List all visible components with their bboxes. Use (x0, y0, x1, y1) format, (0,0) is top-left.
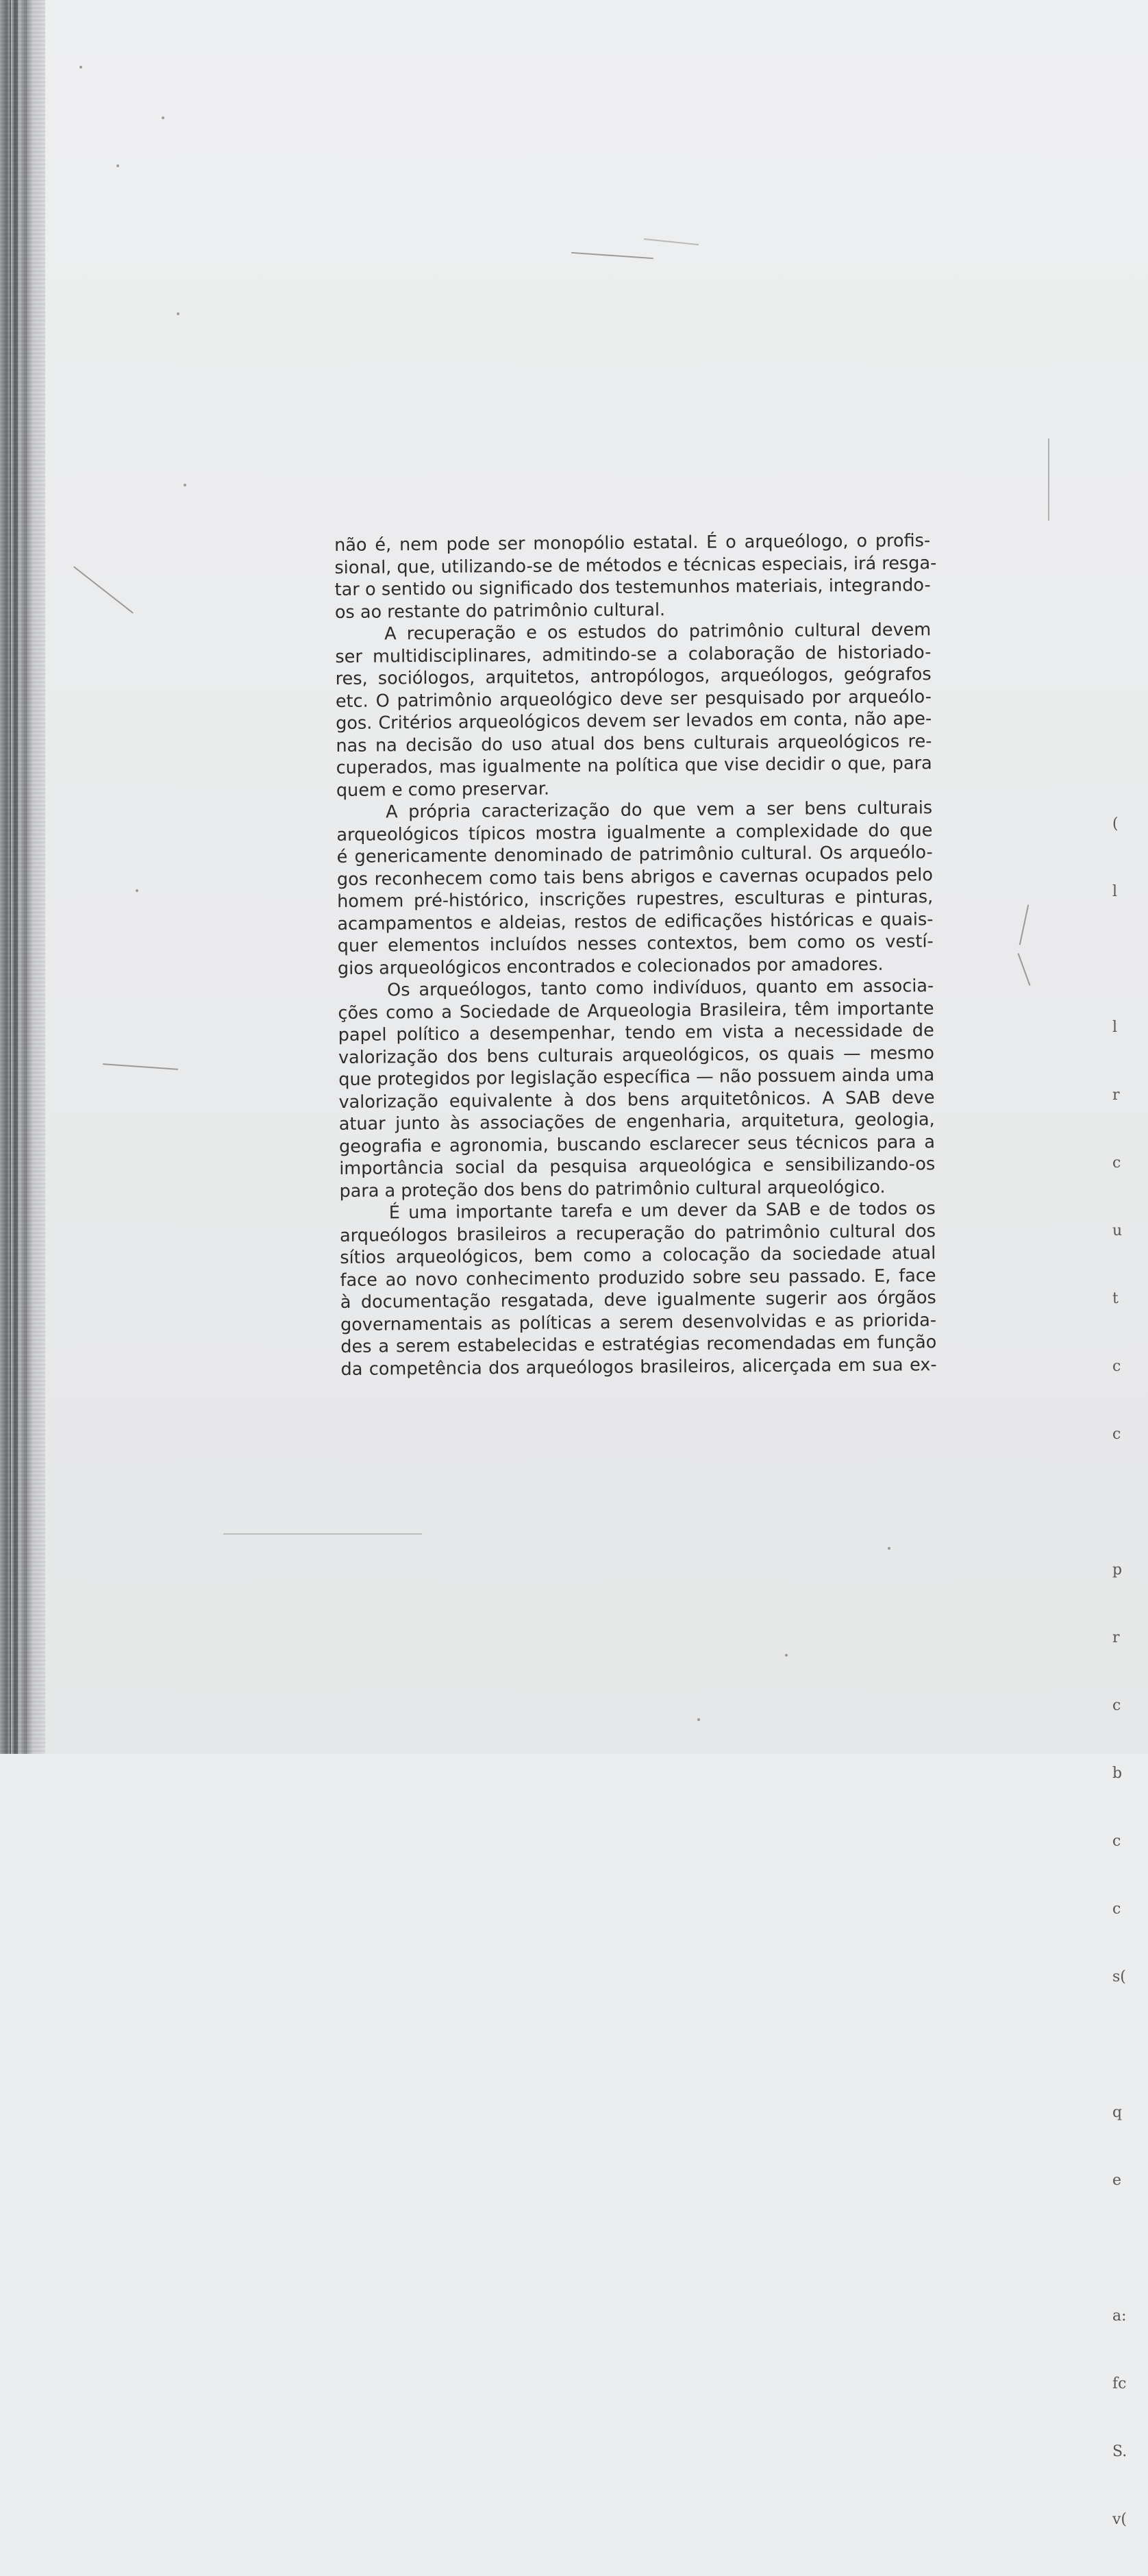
edge-glyph: r (1112, 1629, 1120, 1646)
scan-speck (785, 1654, 788, 1657)
text-line: ser multidisciplinares, admitindo-se a colaboração de historiado- (335, 641, 932, 667)
text-line: gos reconhecem como tais bens abrigos e cavernas ocupados pelo (336, 864, 934, 890)
edge-glyph: u (1112, 1222, 1123, 1239)
edge-glyph: s( (1112, 1968, 1126, 1985)
edge-glyph: l (1112, 1019, 1118, 1036)
text-line: A própria caracterização do que vem a ser bens culturais (386, 797, 933, 823)
paragraph-3 (336, 797, 934, 980)
text-line: para a proteção dos bens do patrimônio cultural arqueológico. (339, 1176, 886, 1202)
scan-streak (571, 252, 653, 259)
text-line: Os arqueólogos, tanto como indivíduos, quanto em associa- (387, 976, 934, 1001)
text-line: arqueológicos típicos mostra igualmente a complexidade do que (336, 819, 933, 845)
paragraph-2 (335, 619, 932, 802)
text-line: da competência dos arqueólogos brasileiros, alicerçada em sua ex- (340, 1354, 937, 1380)
binding-shadow-line (10, 0, 11, 1754)
text-line: quer elementos incluídos nesses contextos, bem como os vestí- (337, 931, 934, 956)
scan-streak (223, 1533, 422, 1535)
edge-glyph: c (1112, 1426, 1121, 1443)
scan-streak (1018, 953, 1031, 986)
text-line: atuar junto às associações de engenharia, arquitetura, geologia, (338, 1109, 935, 1135)
edge-glyph: l (1112, 883, 1118, 900)
paragraph-1 (334, 530, 937, 623)
scan-speck (177, 312, 179, 315)
body-text (334, 530, 937, 1380)
text-line: res, sociólogos, arquitetos, antropólogos, arqueólogos, geógrafos (335, 664, 932, 689)
text-line: sional, que, utilizando-se de métodos e técnicas especiais, irá resga- (334, 552, 937, 578)
edge-glyph: c (1112, 1833, 1121, 1850)
text-line: É uma importante tarefa e um dever da SAB e de todos os (388, 1198, 936, 1224)
paragraph-4 (338, 975, 936, 1202)
text-line: geografia e agronomia, buscando esclarecer seus técnicos para a (338, 1131, 936, 1157)
text-line: à documentação resgatada, deve igualmente sugerir aos órgãos (340, 1287, 936, 1313)
text-line: que protegidos por legislação específica — não possuem ainda uma (338, 1065, 935, 1090)
text-line: homem pré-histórico, inscrições rupestres, esculturas e pinturas, (337, 887, 934, 912)
text-line: quem e como preservar. (336, 778, 550, 801)
edge-glyph: ( (1112, 815, 1119, 832)
scan-speck (79, 66, 82, 69)
edge-glyph: c (1112, 1900, 1121, 1918)
text-line: os ao restante do patrimônio cultural. (334, 599, 666, 623)
scan-streak (1048, 438, 1049, 521)
text-line: papel político a desempenhar, tendo em vista a necessidade de (338, 1020, 934, 1045)
edge-glyph (1112, 1491, 1140, 1513)
text-line: governamentais as políticas a serem desenvolvidas e as priorida- (340, 1309, 937, 1335)
edge-glyph: c (1112, 1154, 1121, 1172)
edge-glyph: e (1112, 2172, 1122, 2189)
text-line: é genericamente denominado de patrimônio cultural. Os arqueólo- (336, 842, 933, 867)
edge-glyph: v( (1112, 2511, 1127, 2528)
edge-glyph: c (1112, 1697, 1121, 1714)
scan-speck (697, 1718, 700, 1721)
edge-glyph (1112, 2033, 1140, 2056)
edge-glyph: a: (1112, 2307, 1127, 2325)
text-line: gos. Critérios arqueológicos devem ser levados em conta, não ape- (336, 708, 932, 734)
text-line: sítios arqueológicos, bem como a colocação da sociedade atual (340, 1243, 936, 1268)
edge-glyph: b (1112, 1765, 1123, 1782)
edge-glyph: r (1112, 1087, 1120, 1104)
text-line: cuperados, mas igualmente na política que vise decidir o que, para (336, 753, 932, 778)
edge-glyph: c (1112, 1358, 1121, 1375)
text-line: etc. O patrimônio arqueológico deve ser pesquisado por arqueólo- (335, 686, 932, 712)
text-line: tar o sentido ou significado dos testemunhos materiais, integrando- (334, 575, 931, 600)
text-line: acampamentos e aldeias, restos de edificações históricas e quais- (337, 908, 934, 934)
edge-glyph (1112, 948, 1140, 971)
edge-glyph: q (1112, 2104, 1123, 2121)
edge-glyph: p (1112, 1561, 1123, 1578)
text-line: des a serem estabelecidas e estratégias recomendadas em função (340, 1332, 937, 1357)
text-line: face ao novo conhecimento produzido sobre seu passado. E, face (340, 1265, 936, 1291)
edge-glyph: S. (1112, 2443, 1127, 2460)
edge-glyph: t (1112, 1290, 1119, 1307)
facing-page-edge-text (1112, 767, 1140, 2576)
paragraph-5 (340, 1198, 937, 1380)
scan-streak (103, 1063, 178, 1070)
text-line: ções como a Sociedade de Arqueologia Brasileira, têm importante (338, 998, 934, 1024)
text-line: valorização dos bens culturais arqueológicos, os quais — mesmo (338, 1042, 935, 1068)
binding-shadow-line (26, 0, 27, 1754)
binding-shadow-line (16, 0, 18, 1754)
scan-speck (162, 116, 164, 119)
scan-speck (184, 484, 186, 486)
scan-streak (73, 566, 134, 613)
text-line: nas na decisão do uso atual dos bens culturais arqueológicos re- (336, 730, 932, 756)
text-line: arqueólogos brasileiros a recuperação do patrimônio cultural dos (339, 1220, 936, 1246)
scan-streak (644, 238, 699, 245)
scan-speck (116, 164, 119, 167)
edge-glyph (1112, 2237, 1140, 2259)
text-line: não é, nem pode ser monopólio estatal. É o arqueólogo, o profis- (334, 530, 931, 556)
scan-speck (136, 889, 138, 892)
scan-streak (1019, 904, 1029, 945)
text-line: importância social da pesquisa arqueológica e sensibilizando-os (339, 1154, 936, 1179)
scan-speck (888, 1547, 890, 1550)
text-line: A recuperação e os estudos do patrimônio cultural devem (384, 619, 932, 645)
page-binding-edge (0, 0, 45, 1754)
edge-glyph: fc (1112, 2375, 1127, 2392)
text-line: gios arqueológicos encontrados e colecionados por amadores. (337, 954, 884, 979)
text-line: valorização equivalente à dos bens arquitetônicos. A SAB deve (338, 1087, 935, 1113)
